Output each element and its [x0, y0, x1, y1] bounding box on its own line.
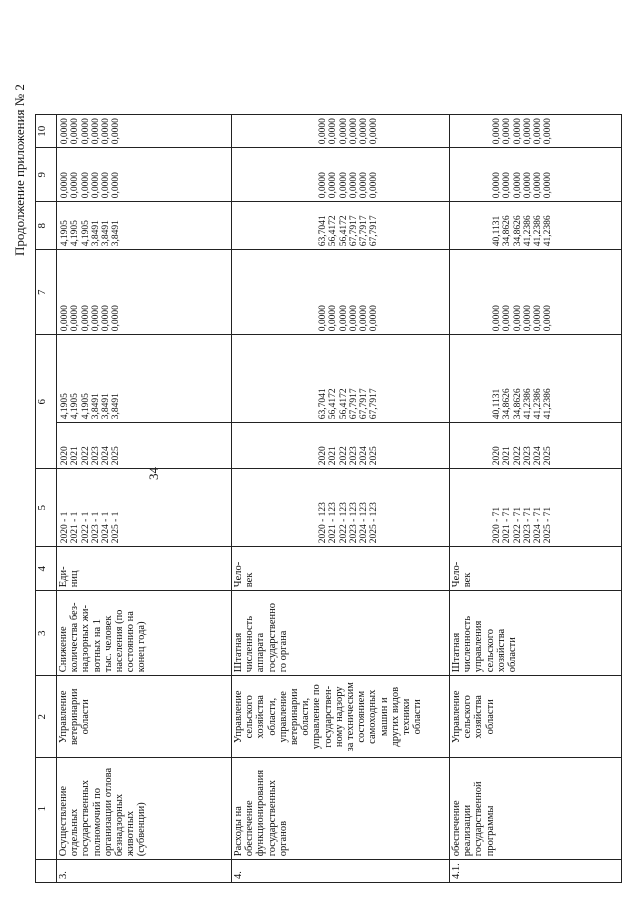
other-sources: 0,0000 0,0000 0,0000 0,0000 0,0000 0,0000 — [450, 115, 622, 148]
cell-line: функционирования — [255, 769, 267, 857]
cell-line: области, — [300, 697, 312, 736]
page-number: 34 — [146, 467, 161, 480]
cell-line: ветеринарии — [289, 688, 301, 745]
cell-line: Штатная — [451, 632, 462, 673]
total-amount: 4,1905 4,1905 4,1905 3,8491 3,8491 3,8491 — [57, 335, 232, 423]
other-sources: 0,0000 0,0000 0,0000 0,0000 0,0000 0,0000 — [232, 115, 450, 148]
measure-name — [57, 758, 232, 860]
cell-line: государственных — [266, 779, 278, 857]
cell-line: ному надзору — [333, 686, 345, 748]
header-cell: 2 — [36, 676, 57, 758]
cell-line: тыс. человек — [102, 615, 114, 673]
cell-line: области — [484, 699, 496, 735]
table-row — [57, 115, 232, 883]
cell-line: численность — [244, 616, 256, 673]
regional-budget: 63,7041 56,4172 56,4172 67,7917 67,7917 67,7917 — [232, 202, 450, 250]
cell-line: других видов — [389, 686, 401, 747]
cell-line: хозяйства — [473, 695, 485, 739]
cell-line: состоянием — [356, 690, 368, 743]
cell-line: безнадзорных — [114, 793, 126, 857]
cell-line: сельского — [484, 628, 496, 673]
header-cell: 8 — [36, 202, 57, 250]
cell-line: области — [507, 637, 519, 673]
cell-line: Управление — [451, 690, 462, 744]
cell-line: самоходных — [367, 689, 379, 744]
row-number: 4.1. — [450, 860, 622, 883]
indicator-values: 2020 - 71 2021 - 71 2022 - 71 2023 - 71 2024 - 71 2025 - 71 — [450, 469, 622, 547]
other-sources: 0,0000 0,0000 0,0000 0,0000 0,0000 0,0000 — [57, 115, 232, 148]
cell-line: животных (субвенции) — [125, 802, 148, 857]
cell-line: государственно — [266, 603, 278, 673]
cell-line: го органа — [277, 630, 289, 673]
cell-line: реализации — [462, 804, 474, 857]
unit-of-measure — [450, 547, 622, 591]
cell-line: области — [412, 699, 424, 735]
cell-line: хозяйства — [255, 695, 267, 739]
federal-budget: 0,0000 0,0000 0,0000 0,0000 0,0000 0,0000 — [232, 250, 450, 335]
cell-line: сельского — [244, 695, 256, 739]
cell-line: отдельных — [69, 808, 81, 857]
cell-line: органов — [277, 820, 289, 857]
indicator-name — [57, 591, 232, 676]
cell-line: государствен- — [322, 685, 334, 748]
header-cell: 9 — [36, 148, 57, 202]
cell-line: состоянию на — [125, 611, 137, 673]
program-table — [35, 114, 622, 883]
row-number: 3. — [57, 860, 232, 883]
cell-line: населения (по — [114, 609, 126, 673]
cell-line: Осуществление — [58, 786, 69, 857]
federal-budget: 0,0000 0,0000 0,0000 0,0000 0,0000 0,0000 — [450, 250, 622, 335]
federal-budget: 0,0000 0,0000 0,0000 0,0000 0,0000 0,0000 — [57, 250, 232, 335]
header-cell: 3 — [36, 591, 57, 676]
cell-line: области — [80, 699, 92, 735]
header-cell: 10 — [36, 115, 57, 148]
local-budget: 0,0000 0,0000 0,0000 0,0000 0,0000 0,0000 — [232, 148, 450, 202]
cell-line: программы — [484, 805, 496, 857]
cell-line: Снижение — [58, 626, 69, 673]
regional-budget: 40,1131 34,8626 34,8626 41,2386 41,2386 41,2386 — [450, 202, 622, 250]
cell-line: Чело- — [451, 561, 462, 588]
cell-line: полномочий по — [91, 787, 103, 857]
responsible-executor — [450, 676, 622, 758]
year-column: 2020 2021 2022 2023 2024 2025 — [57, 423, 232, 469]
cell-line: области, — [266, 697, 278, 736]
cell-line: Чело- — [233, 561, 244, 588]
cell-line: Управление — [58, 690, 69, 744]
regional-budget: 4,1905 4,1905 4,1905 3,8491 3,8491 3,8491 — [57, 202, 232, 250]
cell-line: количества без- — [69, 602, 81, 673]
cell-line: государственной — [473, 781, 485, 857]
year-column: 2020 2021 2022 2023 2024 2025 — [450, 423, 622, 469]
local-budget: 0,0000 0,0000 0,0000 0,0000 0,0000 0,0000 — [450, 148, 622, 202]
cell-line: аппарата — [255, 632, 267, 673]
cell-line: Еди- — [58, 566, 69, 588]
cell-line: конец года) — [136, 621, 148, 673]
cell-line: вотных на 1 — [91, 618, 103, 673]
cell-line: Управление — [233, 690, 244, 744]
cell-line: государственных — [80, 779, 92, 857]
header-cell — [36, 860, 57, 883]
unit-of-measure — [57, 547, 232, 591]
header-cell: 4 — [36, 547, 57, 591]
cell-line: Штатная — [233, 632, 244, 673]
table-row — [232, 115, 450, 883]
cell-line: организации отлова — [102, 767, 114, 857]
unit-of-measure — [232, 547, 450, 591]
cell-line: век — [462, 572, 474, 588]
continuation-label: Продолжение приложения № 2 — [12, 84, 27, 256]
indicator-name — [450, 591, 622, 676]
cell-line: ниц — [69, 570, 81, 588]
cell-line: техники — [401, 698, 413, 735]
cell-line: обеспечение — [451, 800, 462, 857]
total-amount: 63,7041 56,4172 56,4172 67,7917 67,7917 67,7917 — [232, 335, 450, 423]
cell-line: век — [244, 572, 256, 588]
cell-line: сельского — [462, 695, 474, 739]
indicator-values: 2020 - 1 2021 - 1 2022 - 1 2023 - 1 2024 - 1 2025 - 1 — [57, 469, 232, 547]
cell-line: управление — [277, 691, 289, 743]
header-cell: 6 — [36, 335, 57, 469]
responsible-executor — [232, 676, 450, 758]
indicator-values: 2020 - 123 2021 - 123 2022 - 123 2023 - 123 2024 - 123 2025 - 123 — [232, 469, 450, 547]
cell-line: численность — [462, 616, 474, 673]
indicator-name — [232, 591, 450, 676]
cell-line: управление по — [311, 684, 323, 750]
header-cell: 7 — [36, 250, 57, 335]
measure-name — [232, 758, 450, 860]
cell-line: управления — [473, 620, 485, 673]
cell-line: машин и — [378, 697, 390, 737]
cell-line: за техническим — [345, 682, 357, 752]
cell-line: надзорных жи- — [80, 604, 92, 673]
header-cell: 1 — [36, 758, 57, 860]
year-column: 2020 2021 2022 2023 2024 2025 — [232, 423, 450, 469]
row-number: 4. — [232, 860, 450, 883]
cell-line: хозяйства — [495, 628, 507, 673]
responsible-executor — [57, 676, 232, 758]
measure-name — [450, 758, 622, 860]
header-cell: 5 — [36, 469, 57, 547]
cell-line: обеспечение — [244, 800, 256, 857]
table-row — [450, 115, 622, 883]
cell-line: Расходы на — [233, 806, 244, 857]
cell-line: ветеринарии — [69, 688, 81, 745]
header-row — [36, 115, 57, 883]
total-amount: 40,1131 34,8626 34,8626 41,2386 41,2386 41,2386 — [450, 335, 622, 423]
local-budget: 0,0000 0,0000 0,0000 0,0000 0,0000 0,0000 — [57, 148, 232, 202]
